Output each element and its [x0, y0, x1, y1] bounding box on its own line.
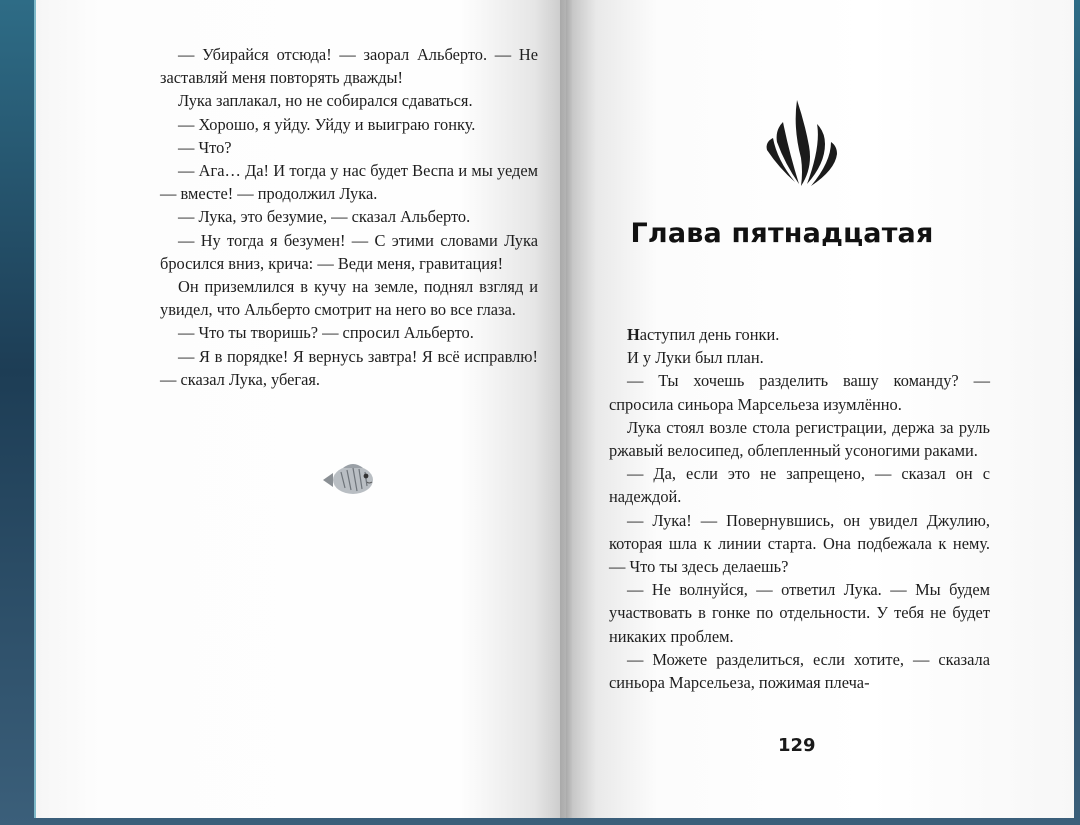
paragraph: — Что ты творишь? — спросил Альберто. — [178, 323, 474, 343]
paragraph: — Можете разделиться, если хотите, — сказала синьора Марсельеза, пожимая плеча- — [609, 649, 990, 693]
drop-letter: Н — [627, 325, 640, 344]
paragraph: Лука заплакал, но не собирался сдаваться. — [178, 91, 473, 111]
paragraph: — Хорошо, я уйду. Уйду и выиграю гонку. — [178, 114, 476, 134]
paragraph: — Я в порядке! Я вернусь завтра! Я всё исправлю! — сказал Лука, убегая. — [160, 346, 538, 389]
paragraph: — Что? — [178, 137, 232, 157]
paragraph: — Лука, это безумие, — сказал Альберто. — [178, 207, 471, 227]
paragraph: — Ты хочешь разделить вашу команду? — спросила синьора Марсельеза изумлённо. — [609, 371, 990, 414]
paragraph: И у Луки был план. — [627, 348, 764, 368]
left-page-text — [160, 43, 538, 391]
fish-icon — [321, 460, 377, 500]
paragraph: — Убирайся отсюда! — заорал Альберто. — Не заставляй меня повторять дважды! — [160, 45, 538, 88]
paragraph: — Ага… Да! И тогда у нас будет Веспа и мы уедем — вместе! — продолжил Лука. — [160, 161, 538, 204]
paragraph: — Ну тогда я безумен! — С этими словами Лука бросился вниз, крича: — Веди меня, гравитация! — [160, 230, 538, 273]
flame-icon — [759, 98, 839, 190]
paragraph: Он приземлился в кучу на земле, поднял взгляд и увидел, что Альберто смотрит на него во все глаза. — [160, 277, 538, 320]
paragraph: — Не волнуйся, — ответил Лука. — Мы будем участвовать в гонке по отдельности. У тебя не будет никаких проблем. — [609, 580, 990, 646]
right-page-text — [609, 323, 990, 694]
paragraph: Лука стоял возле стола регистрации, держа за руль ржавый велосипед, облепленный усоногими раками. — [609, 417, 990, 461]
paragraph: — Да, если это не запрещено, — сказал он с надеждой. — [609, 464, 990, 507]
paragraph: — Лука! — Повернувшись, он увидел Джулию, которая шла к линии старта. Она подбежала к нему. — Что ты здесь делаешь? — [609, 510, 990, 577]
left-page — [34, 0, 566, 818]
book-spine — [560, 0, 572, 818]
first-paragraph-text: аступил день гонки. — [639, 325, 780, 344]
page-number: 129 — [778, 735, 816, 756]
right-page — [566, 0, 1074, 818]
first-paragraph — [609, 323, 990, 346]
chapter-title: Глава пятнадцатая — [630, 218, 934, 249]
